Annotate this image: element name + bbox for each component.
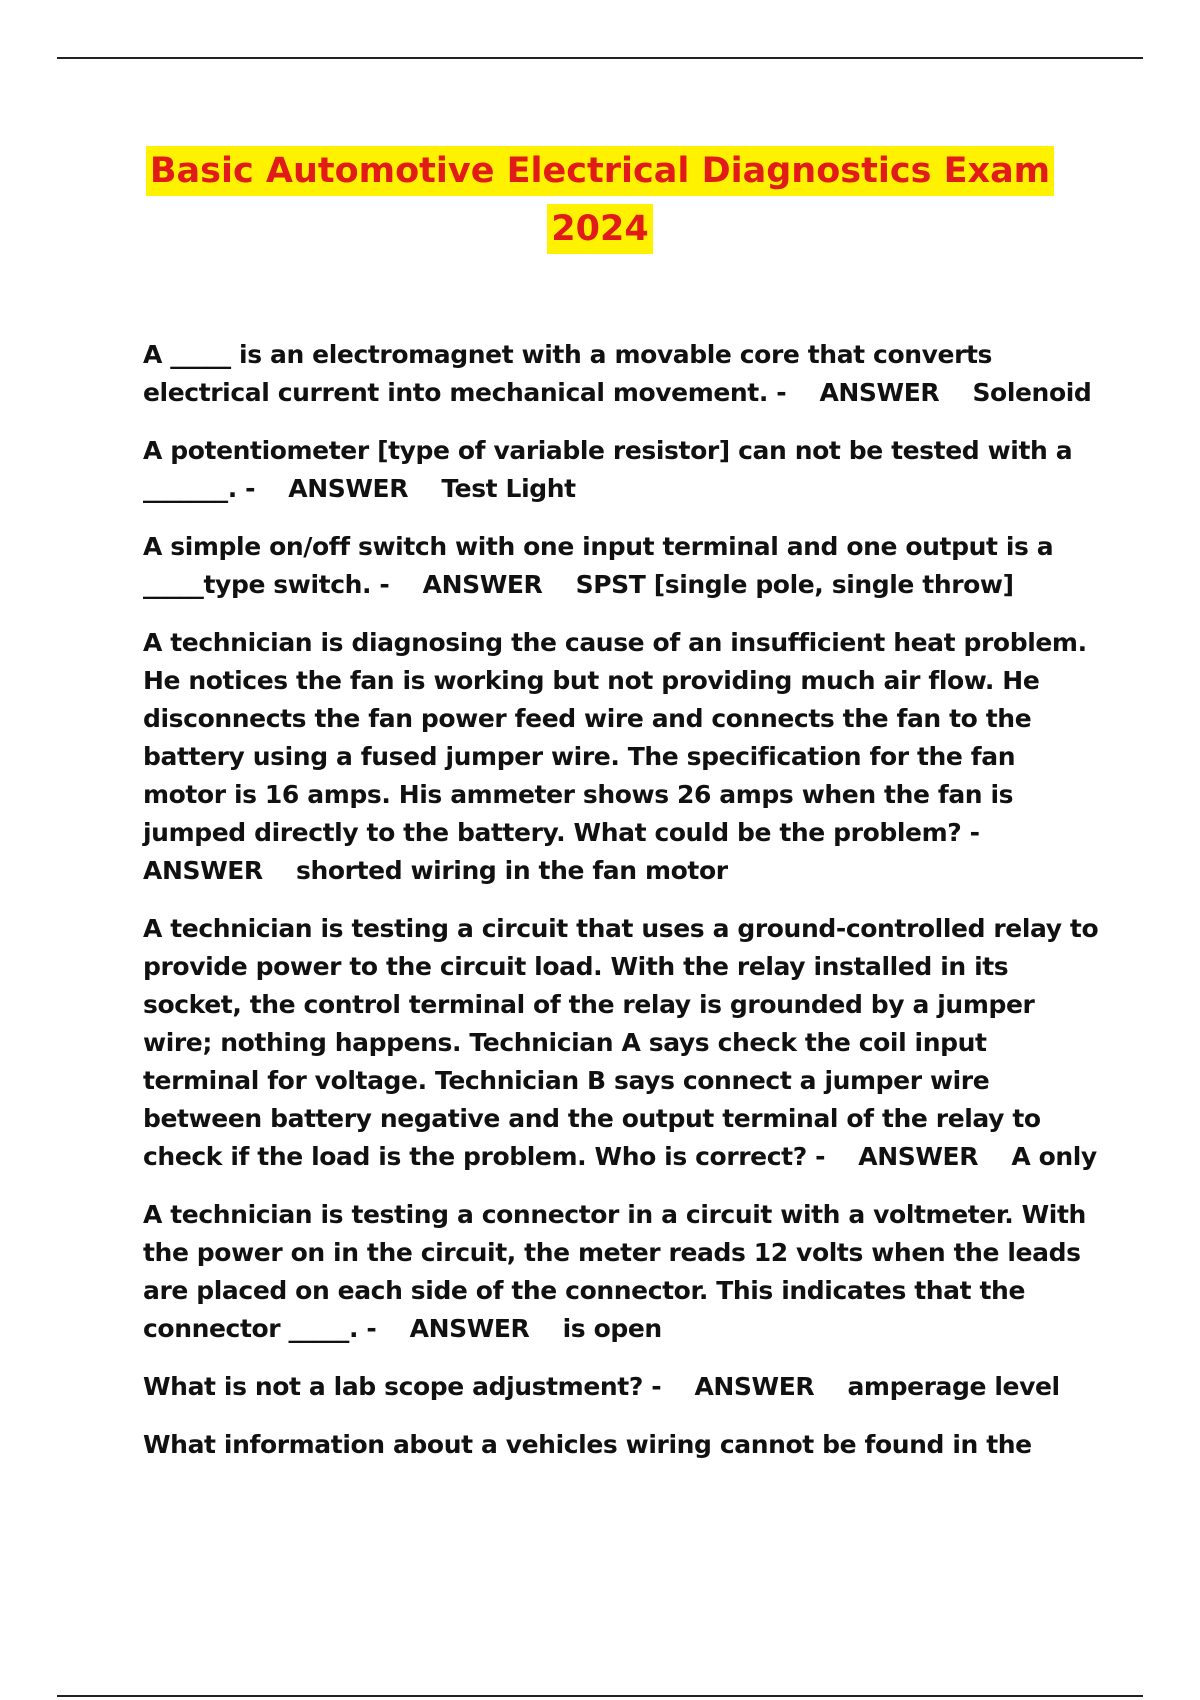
- question-text: What is not a lab scope adjustment?: [143, 1372, 643, 1401]
- answer-separator: - ANSWER: [358, 1314, 563, 1343]
- answer-text: SPST [single pole, single throw]: [575, 570, 1014, 599]
- qa-item: [143, 1368, 1103, 1406]
- top-divider: [57, 57, 1143, 59]
- question-text: A technician is testing a circuit that uses a ground-controlled relay to provide power to the circuit load. With the relay installed in its socket, the control terminal of the relay is grounded by a jumper wire; nothing happens. Technician A says check the coil input terminal for voltage. Technician B says connect a jumper wire between battery negative and the output terminal of the relay to check if the load is the problem. Who is correct?: [143, 914, 1107, 1171]
- qa-item: [143, 528, 1103, 604]
- qa-item: [143, 910, 1107, 1176]
- title-line-1: Basic Automotive Electrical Diagnostics Exam: [146, 146, 1054, 196]
- trailing-question: [143, 1426, 1103, 1464]
- answer-text: A only: [1011, 1142, 1097, 1171]
- answer-separator: - ANSWER: [371, 570, 576, 599]
- question-text: A technician is testing a connector in a circuit with a voltmeter. With the power on in the circuit, the meter reads 12 volts when the leads are placed on each side of the connector. This indicates that the connector _____.: [143, 1200, 1095, 1343]
- question-text: A technician is diagnosing the cause of an insufficient heat problem. He notices the fan is working but not providing much air flow. He disconnects the fan power feed wire and connects the fan to the battery using a fused jumper wire. The specification for the fan motor is 16 amps. His ammeter shows 26 amps when the fan is jumped directly to the battery. What could be the problem?: [143, 628, 1095, 847]
- answer-separator: - ANSWER: [236, 474, 442, 503]
- question-text: What information about a vehicles wiring cannot be found in the: [143, 1430, 1032, 1459]
- answer-text: Solenoid: [972, 378, 1092, 407]
- answer-separator: - ANSWER: [806, 1142, 1012, 1171]
- answer-separator: - ANSWER: [642, 1372, 848, 1401]
- answer-text: shorted wiring in the fan motor: [296, 856, 728, 885]
- document-title: [100, 142, 1100, 258]
- answer-text: is open: [562, 1314, 662, 1343]
- answer-separator: - ANSWER: [767, 378, 973, 407]
- qa-item: [143, 432, 1103, 508]
- answer-separator: - ANSWER: [143, 818, 1013, 885]
- qa-item: [143, 1196, 1103, 1348]
- qa-item: [143, 624, 1103, 890]
- question-text: A simple on/off switch with one input terminal and one output is a _____type switch.: [143, 532, 1062, 599]
- answer-text: amperage level: [847, 1372, 1060, 1401]
- qa-item: [143, 336, 1103, 412]
- question-list: [143, 336, 1107, 1484]
- answer-text: Test Light: [441, 474, 576, 503]
- question-text: A _____ is an electromagnet with a movable core that converts electrical current into mechanical movement.: [143, 340, 1001, 407]
- bottom-divider: [57, 1695, 1143, 1697]
- question-text: A potentiometer [type of variable resistor] can not be tested with a _______.: [143, 436, 1081, 503]
- title-line-2: 2024: [547, 204, 652, 254]
